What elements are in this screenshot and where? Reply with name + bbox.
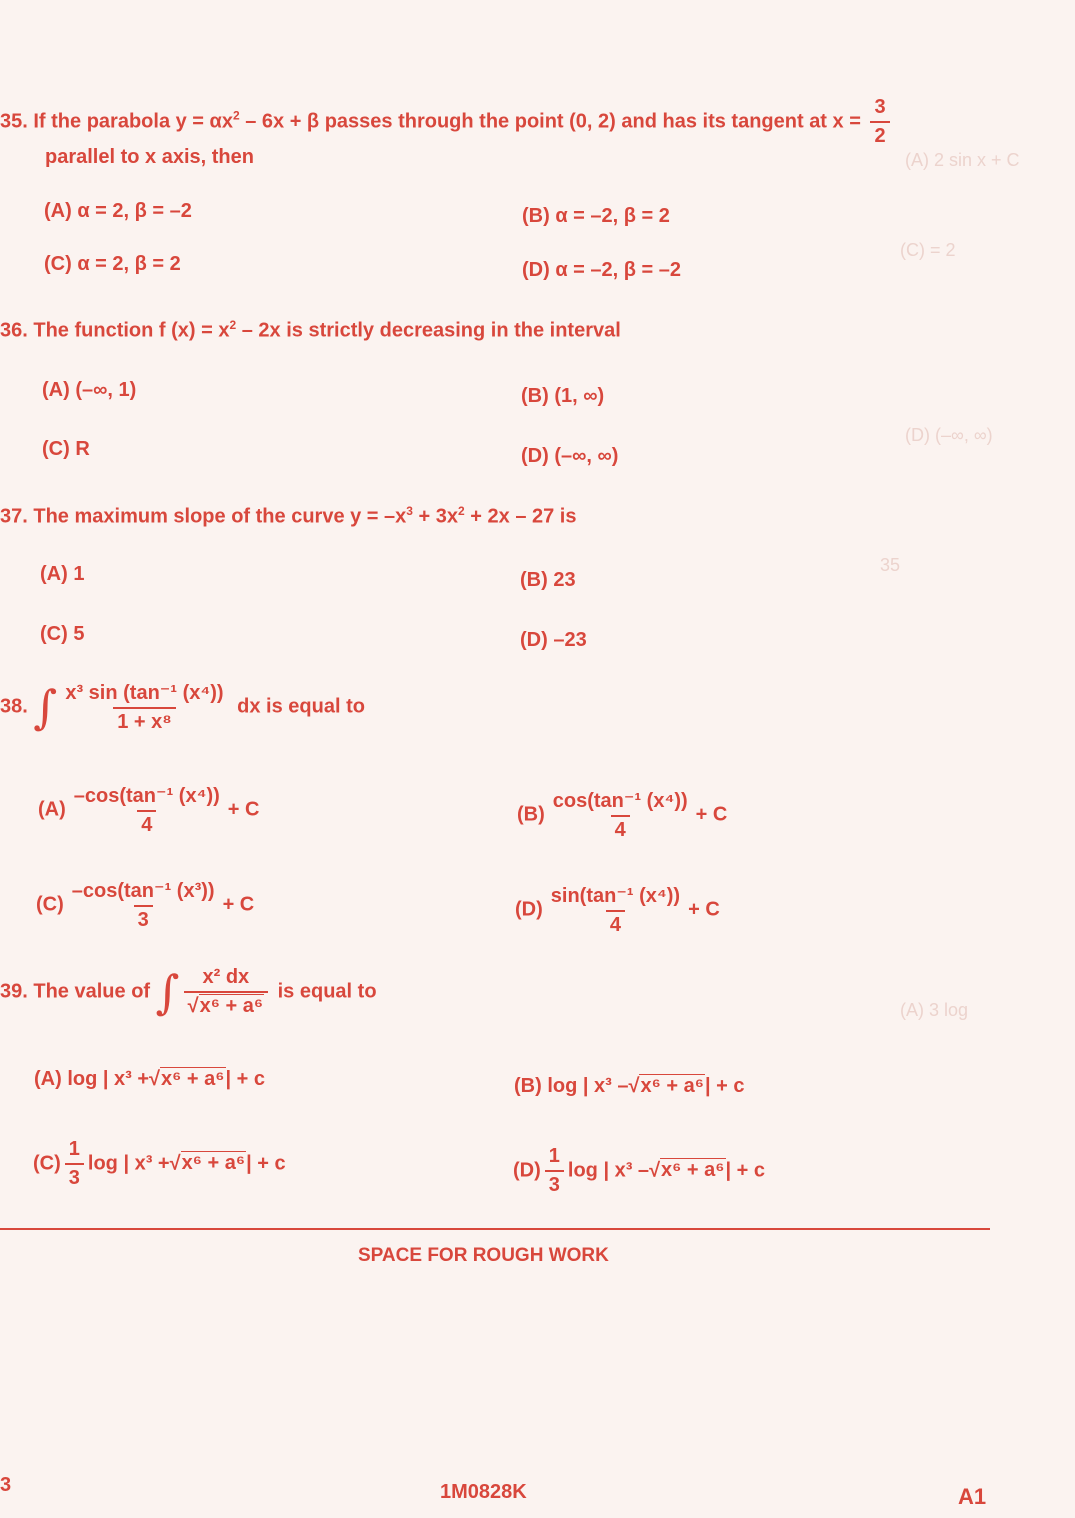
question-text-line2: parallel to x axis, then — [45, 146, 254, 168]
question-number: 39. — [0, 980, 28, 1003]
fraction: $\frac{\text{cos(tan⁻¹ (x⁴))}}{4}$ — [552, 790, 688, 841]
option-a[interactable]: (A) $\frac{\text{–cos(tan⁻¹ (x⁴))}}{4}$ + C — [38, 785, 260, 836]
fraction: $\frac{\text{sin(tan⁻¹ (x⁴))}}{4}$ — [550, 885, 681, 936]
option-b[interactable]: (B) $\frac{\text{cos(tan⁻¹ (x⁴))}}{4}$ + C — [517, 790, 728, 841]
question-number: 36. — [0, 319, 28, 342]
option-c[interactable]: (C) 5 — [40, 623, 85, 645]
question-36 — [0, 318, 621, 343]
option-c[interactable]: (C) α = 2, β = 2 — [44, 253, 181, 275]
integrand-fraction: $\frac{\text{x³ sin (tan⁻¹ (x⁴))}}{\text{1 + x⁸}}$ — [65, 682, 224, 733]
question-text: If the parabola y = αx — [33, 110, 233, 133]
exponent: 3 — [406, 504, 413, 518]
question-text: The function f (x) = x — [33, 319, 230, 342]
bleed-through-text: 35 — [880, 555, 901, 575]
question-text: dx is equal to — [237, 695, 365, 718]
question-number: 37. — [0, 505, 28, 528]
integral-sign: ∫ — [155, 965, 180, 1019]
option-a[interactable]: (A) log | x³ +√x⁶ + a⁶| + c — [34, 1068, 266, 1090]
option-d[interactable]: (D) (–∞, ∞) — [521, 445, 619, 467]
question-text: – 2x is strictly decreasing in the interval — [236, 319, 621, 342]
question-35 — [0, 96, 894, 148]
fraction: $\frac{1}{3}$ — [545, 1145, 564, 1197]
option-d[interactable]: (D) $\frac{1}{3}$ log | x³ –√x⁶ + a⁶| + c — [513, 1145, 766, 1196]
option-b[interactable]: (B) 23 — [520, 569, 576, 591]
option-b[interactable]: (B) α = –2, β = 2 — [522, 205, 670, 227]
option-d[interactable]: (D) α = –2, β = –2 — [522, 259, 682, 281]
divider-line — [0, 1228, 990, 1230]
set-code: A1 — [958, 1484, 987, 1509]
question-37 — [0, 504, 576, 529]
option-d[interactable]: (D) –23 — [520, 629, 587, 651]
option-c[interactable]: (C) R — [42, 438, 90, 460]
bleed-through-text: (D) (–∞, ∞) — [905, 425, 993, 445]
bleed-through-text: (A) 3 log — [900, 1000, 969, 1020]
question-text: + 2x – 27 is — [464, 505, 577, 528]
fraction: $\frac{\text{–cos(tan⁻¹ (x⁴))}}{4}$ — [73, 785, 220, 836]
bleed-through-text: (C) = 2 — [900, 240, 956, 260]
rough-work-heading: SPACE FOR ROUGH WORK — [358, 1245, 609, 1266]
question-39 — [0, 966, 377, 1018]
question-38 — [0, 680, 365, 734]
integral-sign: ∫ — [33, 680, 58, 734]
exponent: 2 — [232, 108, 240, 123]
question-text: + 3x — [412, 505, 459, 528]
question-text: The maximum slope of the curve y = –x — [33, 505, 407, 528]
fraction: $\frac{\text{–cos(tan⁻¹ (x³))}}{3}$ — [71, 880, 215, 931]
option-b[interactable]: (B) log | x³ –√x⁶ + a⁶| + c — [514, 1075, 745, 1097]
option-a[interactable]: (A) α = 2, β = –2 — [44, 200, 192, 222]
option-b[interactable]: (B) (1, ∞) — [521, 385, 605, 407]
question-text: is equal to — [277, 980, 377, 1003]
integrand-fraction: $\frac{\text{x² dx}}{\text{√x⁶ + a⁶}}$ — [184, 966, 268, 1018]
question-text: The value of — [33, 980, 151, 1003]
option-a[interactable]: (A) 1 — [40, 563, 85, 585]
option-c[interactable]: (C) $\frac{\text{–cos(tan⁻¹ (x³))}}{3}$ + C — [36, 880, 255, 931]
bleed-through-text: (A) 2 sin x + C — [905, 150, 1020, 170]
page-number: 3 — [0, 1474, 12, 1496]
exponent: 2 — [458, 504, 465, 518]
option-d[interactable]: (D) $\frac{\text{sin(tan⁻¹ (x⁴))}}{4}$ + C — [515, 885, 720, 936]
option-a[interactable]: (A) (–∞, 1) — [42, 379, 137, 401]
booklet-code: 1M0828K — [440, 1481, 527, 1503]
question-number: 35. — [0, 110, 28, 133]
fraction: $\frac{3}{2}$ — [870, 96, 889, 148]
exponent: 2 — [229, 318, 237, 332]
option-c[interactable]: (C) $\frac{1}{3}$ log | x³ +√x⁶ + a⁶| + c — [33, 1138, 286, 1189]
question-number: 38. — [0, 695, 28, 718]
question-text: – 6x + β passes through the point (0, 2) and has its tangent at x = — [239, 110, 867, 133]
fraction: $\frac{1}{3}$ — [65, 1138, 84, 1190]
